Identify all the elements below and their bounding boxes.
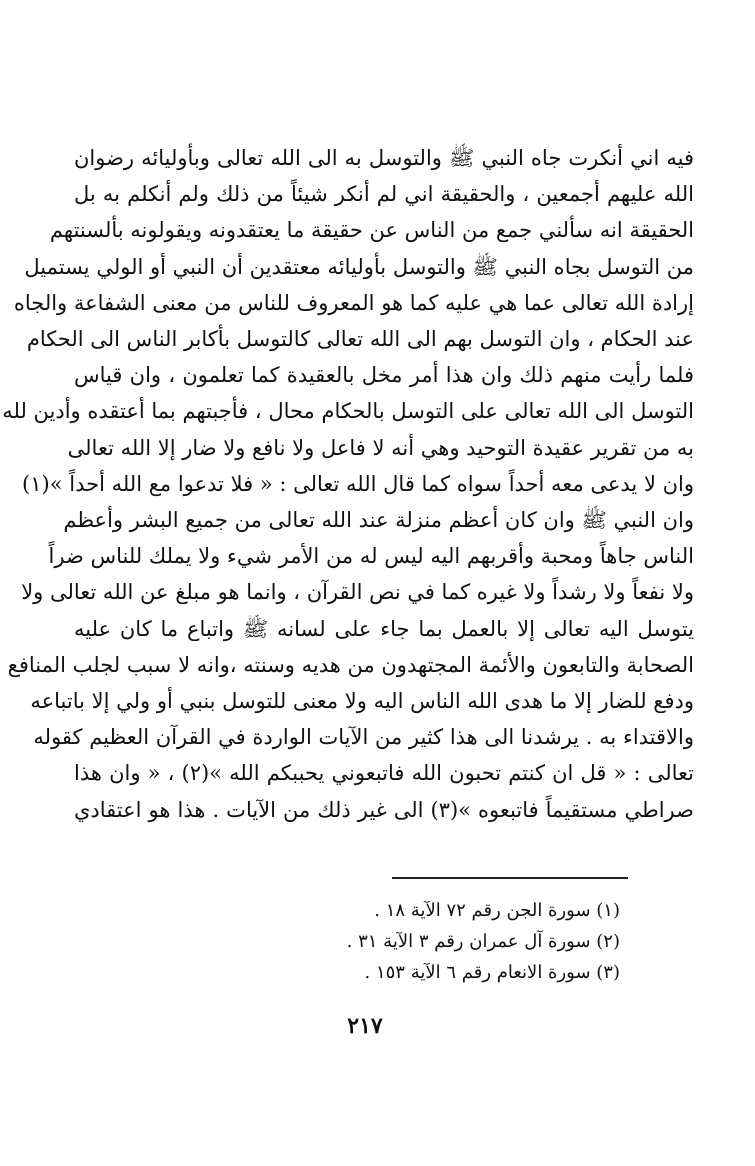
- text-line-1: فيه اني أنكرت جاه النبي ﷺ والتوسل به الى الله تعالى وبأوليائه رضوان: [74, 146, 694, 170]
- text-line-11: وان النبي ﷺ وان كان أعظم منزلة عند الله تعالى من جميع البشر وأعظم: [63, 508, 694, 533]
- body-text: [2, 140, 694, 828]
- footnote-divider: [392, 877, 628, 879]
- footnote-1: (١) سورة الجن رقم ٧٢ الآية ١٨ .: [374, 900, 620, 921]
- text-line-12: الناس جاهاً ومحبة وأقربهم اليه ليس له من الأمر شيء ولا يملك للناس ضراً: [48, 544, 694, 569]
- footnote-3: (٣) سورة الانعام رقم ٦ الآية ١٥٣ .: [364, 962, 620, 983]
- text-line-4: من التوسل بجاه النبي ﷺ والتوسل بأوليائه معتقدين أن النبي أو الولي يستميل: [24, 254, 694, 279]
- text-line-3: الحقيقة انه سألني جمع من الناس عن حقيقة ما يعتقدونه ويقولونه بألسنتهم: [49, 218, 694, 243]
- text-line-7: فلما رأيت منهم ذلك وان هذا أمر مخل بالعقيدة كما تعلمون ، وان قياس: [74, 363, 694, 388]
- footnotes: [300, 895, 620, 988]
- page-number: ٢١٧: [347, 1013, 383, 1039]
- text-line-5: إرادة الله تعالى عما هي عليه كما هو المعروف للناس من معنى الشفاعة والجاه: [13, 290, 694, 315]
- text-line-15: الصحابة والتابعون والأئمة المجتهدون من هديه وسنته ،وانه لا سبب لجلب المنافع: [7, 652, 694, 677]
- text-line-2: الله عليهم أجمعين ، والحقيقة اني لم أنكر شيئاً من ذلك ولم أنكلم به بل: [74, 182, 694, 207]
- text-line-18: تعالى : « قل ان كنتم تحبون الله فاتبعوني يحببكم الله »(٢) ، « وان هذا: [74, 761, 694, 786]
- text-line-10: وان لا يدعى معه أحداً سواه كما قال الله تعالى : « فلا تدعوا مع الله أحداً »(١): [22, 471, 694, 496]
- text-line-19: صراطي مستقيماً فاتبعوه »(٣) الى غير ذلك من الآيات . هذا هو اعتقادي: [74, 797, 694, 822]
- footnote-2: (٢) سورة آل عمران رقم ٣ الآية ٣١ .: [346, 931, 620, 952]
- text-line-17: والاقتداء به . يرشدنا الى هذا كثير من الآيات الواردة في القرآن العظيم كقوله: [33, 725, 694, 750]
- text-line-8: التوسل الى الله تعالى على التوسل بالحكام محال ، فأجبتهم بما أعتقده وأدين لله: [2, 399, 694, 424]
- text-line-16: ودفع للضار إلا ما هدى الله الناس اليه ولا معنى للتوسل بنبي أو ولي إلا باتباعه: [30, 689, 694, 714]
- text-line-14: يتوسل اليه تعالى إلا بالعمل بما جاء على لسانه ﷺ واتباع ما كان عليه: [74, 616, 694, 641]
- text-line-13: ولا نفعاً ولا رشداً ولا غيره كما في نص القرآن ، وانما هو مبلغ عن الله تعالى ولا: [21, 580, 694, 605]
- text-line-6: عند الحكام ، وان التوسل بهم الى الله تعالى كالتوسل بأكابر الناس الى الحكام: [26, 327, 694, 352]
- text-line-9: به من تقرير عقيدة التوحيد وهي أنه لا فاعل ولا نافع ولا ضار إلا الله تعالى: [67, 435, 694, 460]
